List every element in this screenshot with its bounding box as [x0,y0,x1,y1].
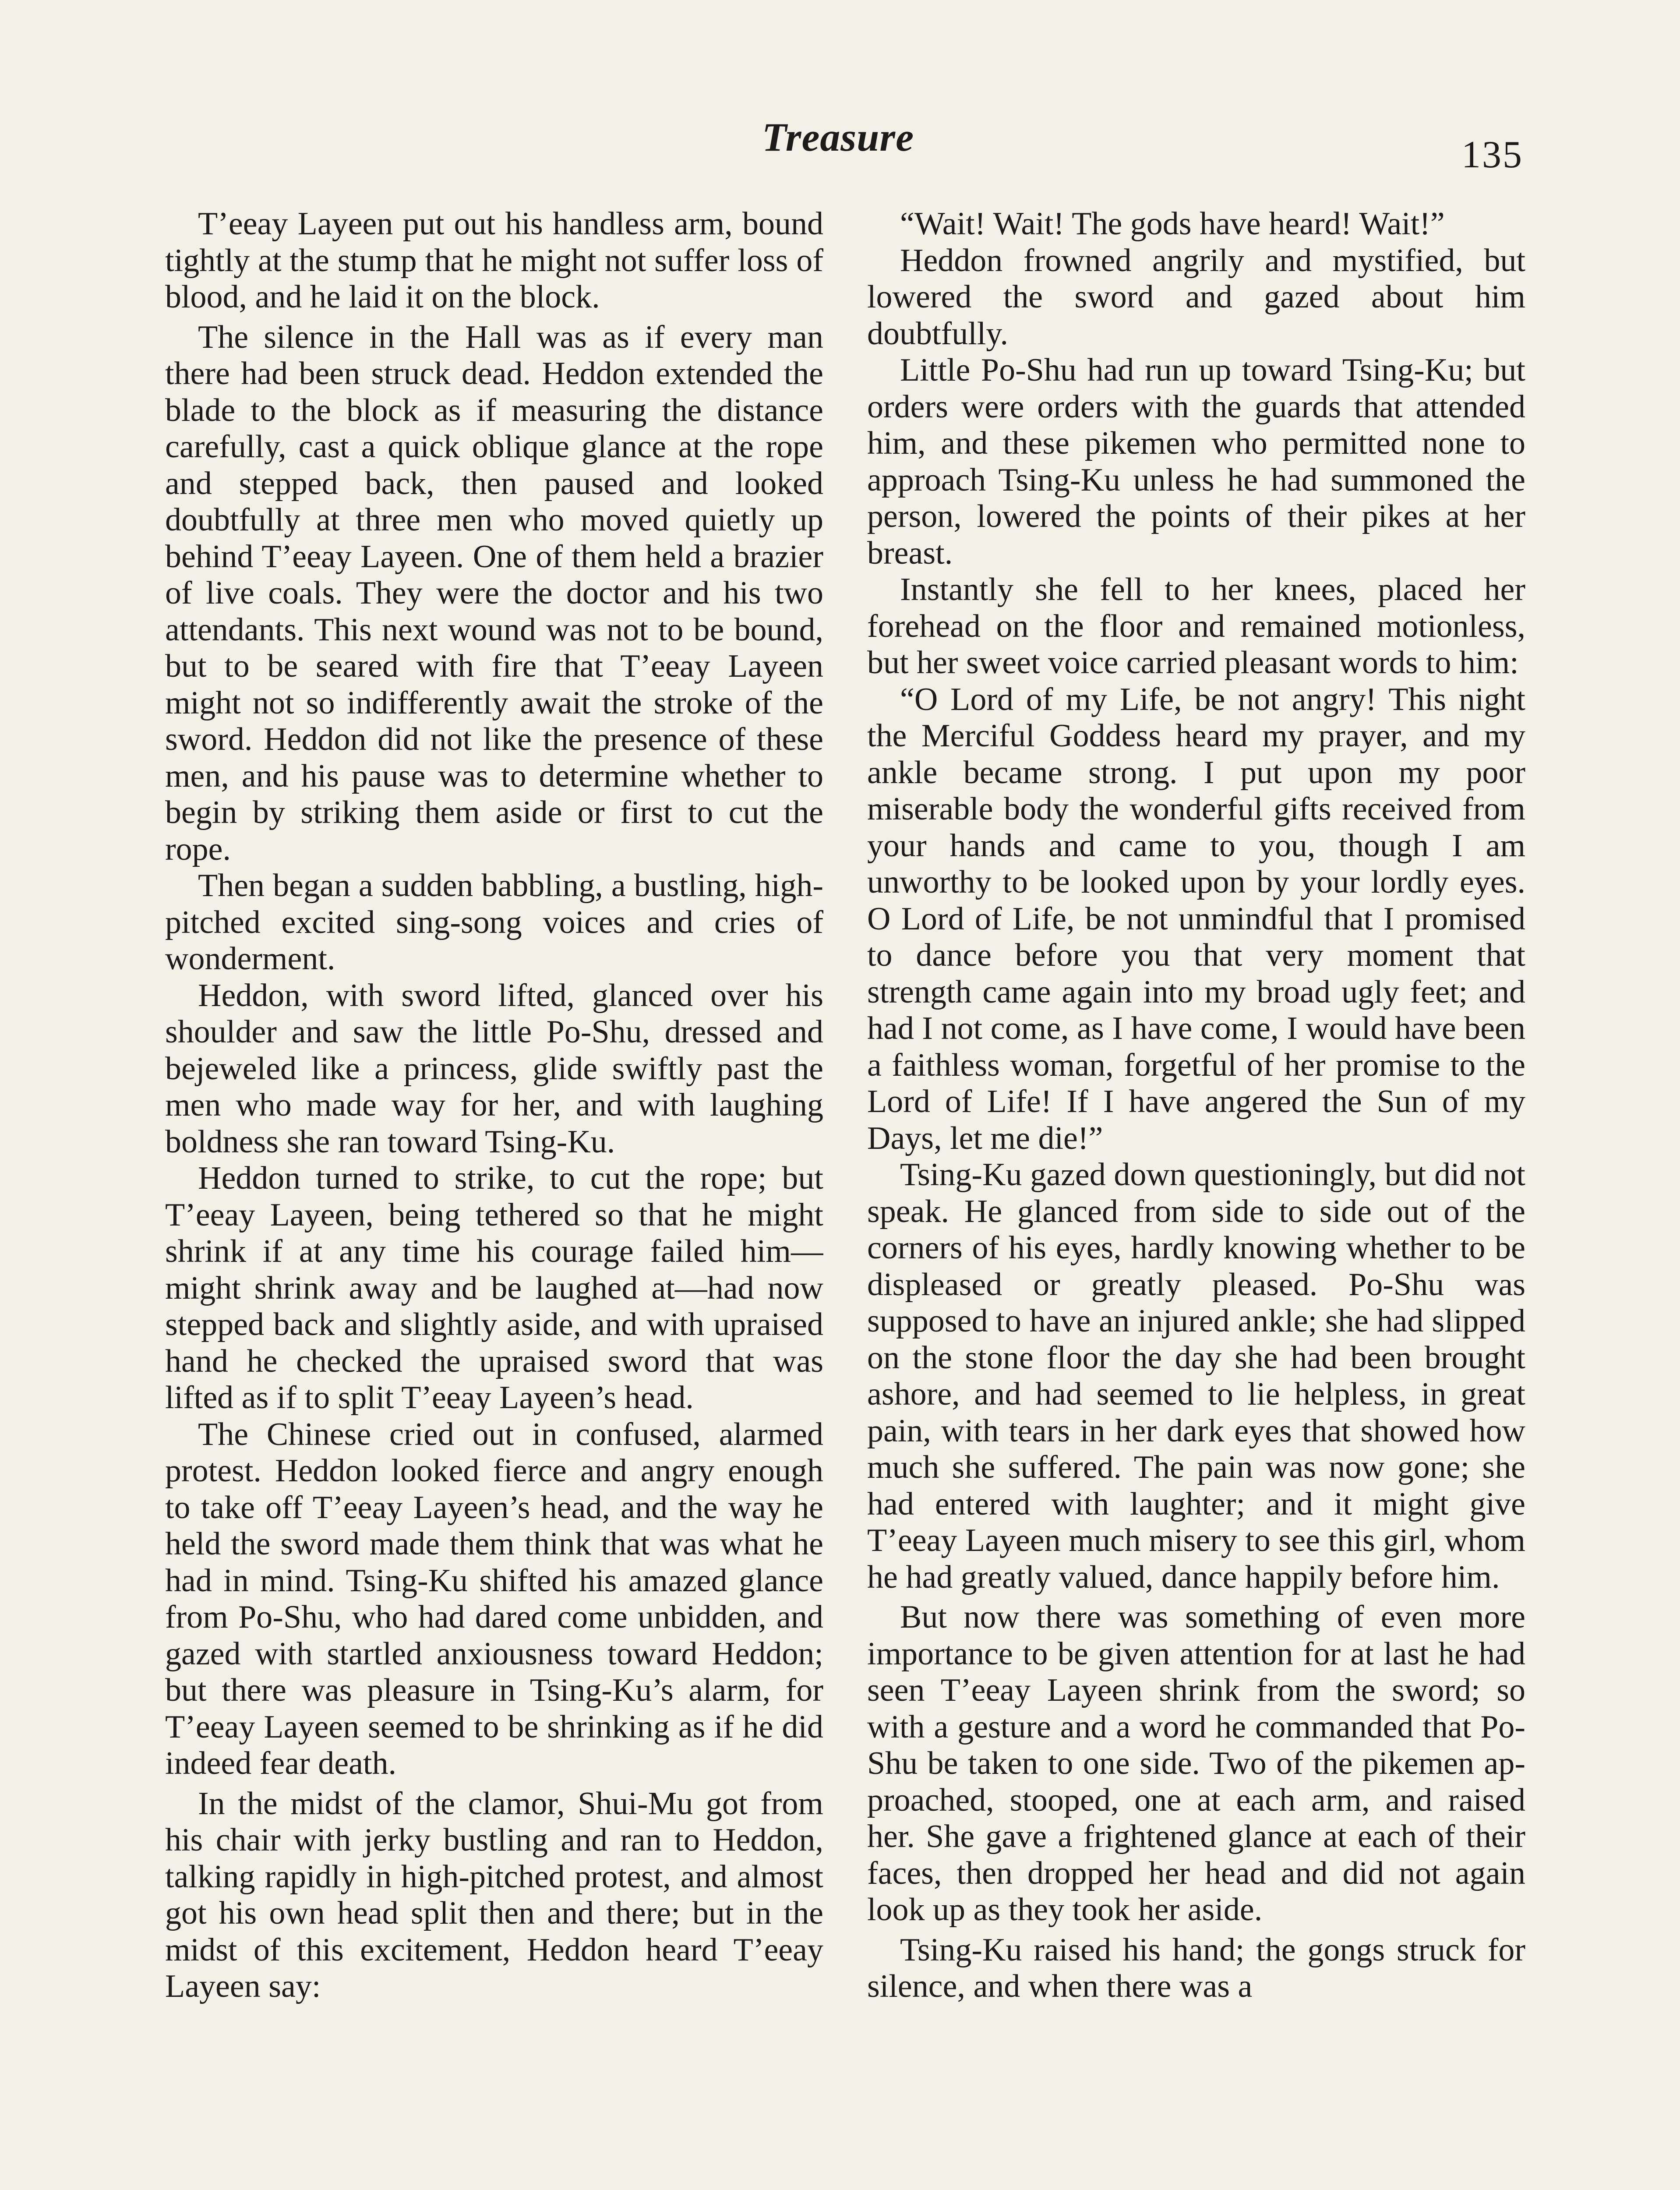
paragraph: Little Po-Shu had run up toward Tsing-Ku; but orders were orders with the guards that attended him, and these pikemen who permitted none to approach Tsing-Ku unless he had summoned the person, lowered the points of their pikes at her breast. [867,352,1525,571]
paragraph: Heddon frowned angrily and mystified, but lowered the sword and gazed about him doubtfully. [867,242,1525,352]
paragraph: Heddon, with sword lifted, glanced over his shoulder and saw the little Po-Shu, dressed and bejeweled like a princess, glide swiftly past the men who made way for her, and with laughing boldness she ran toward Tsing-Ku. [165,977,823,1160]
paragraph: Tsing-Ku gazed down questioningly, but did not speak. He glanced from side to side out of the corners of his eyes, hardly knowing whether to be displeased or greatly pleased. Po-Shu was supposed to have an injured ankle; she had slipped on the stone floor the day she had been brought ashore, and had seemed to lie helpless, in great pain, with tears in her dark eyes that showed how much she suffered. The pain was now gone; she had entered with laughter; and it might give T’eeay Layeen much misery to see this girl, whom he had greatly valued, dance happily before him. [867,1157,1525,1595]
paragraph: T’eeay Layeen put out his handless arm, bound tightly at the stump that he might not suffer loss of blood, and he laid it on the block. [165,206,823,315]
left-column [165,206,823,2190]
running-header [0,113,1680,174]
paragraph: Then began a sudden babbling, a bustling, high-pitched excited sing-song voices and cries of wonderment. [165,868,823,977]
running-title: Treasure [762,115,914,159]
paragraph: Instantly she fell to her knees, placed her forehead on the floor and remained motionless, but her sweet voice carried pleasant words to him: [867,572,1525,681]
paragraph: In the midst of the clamor, Shui-Mu got from his chair with jerky bustling and ran to Heddon, talking rapidly in high-pitched protest, and almost got his own head split then and there; but in the midst of this excitement, Heddon heard T’eeay Layeen say: [165,1785,823,2004]
paragraph: Tsing-Ku raised his hand; the gongs struck for silence, and when there was a [867,1932,1525,2004]
paragraph: Heddon turned to strike, to cut the rope; but T’eeay Layeen, being tethered so that he might shrink if at any time his courage failed him—might shrink away and be laughed at—had now stepped back and slightly aside, and with upraised hand he checked the upraised sword that was lifted as if to split T’eeay Layeen’s head. [165,1160,823,1416]
paragraph: “Wait! Wait! The gods have heard! Wait!” [900,206,1445,242]
right-column [867,206,1525,2190]
paragraph: The Chinese cried out in confused, alarmed protest. Heddon looked fierce and angry enough to take off T’eeay Layeen’s head, and the way he held the sword made them think that was what he had in mind. Tsing-Ku shifted his amazed glance from Po-Shu, who had dared come unbidden, and gazed with startled anxiousness toward Heddon; but there was pleasure in Tsing-Ku’s alarm, for T’eeay Layeen seemed to be shrinking as if he did indeed fear death. [165,1416,823,1781]
paragraph: “O Lord of my Life, be not angry! This night the Merciful Goddess heard my prayer, and my ankle became strong. I put upon my poor miserable body the wonderful gifts received from your hands and came to you, though I am unworthy to be looked upon by your lordly eyes. O Lord of Life, be not unmindful that I promised to dance before you that very moment that strength came again into my broad ugly feet; and had I not come, as I have come, I would have been a faithless woman, forgetful of her promise to the Lord of Life! If I have angered the Sun of my Days, let me die!” [867,681,1525,1156]
paragraph: But now there was something of even more importance to be given attention for at last he had seen T’eeay Layeen shrink from the sword; so with a gesture and a word he commanded that Po-Shu be taken to one side. Two of the pikemen approached, stooped, one at each arm, and raised her. She gave a frightened glance at each of their faces, then dropped her head and did not again look up as they took her aside. [867,1599,1525,1928]
paragraph: The silence in the Hall was as if every man there had been struck dead. Heddon extended the blade to the block as if measuring the distance carefully, cast a quick oblique glance at the rope and stepped back, then paused and looked doubtfully at three men who moved quietly up behind T’eeay Layeen. One of them held a brazier of live coals. They were the doctor and his two attendants. This next wound was not to be bound, but to be seared with fire that T’eeay Layeen might not so indifferently await the stroke of the sword. Heddon did not like the presence of these men, and his pause was to determine whether to begin by striking them aside or first to cut the rope. [165,319,823,867]
page-number: 135 [1461,134,1523,176]
